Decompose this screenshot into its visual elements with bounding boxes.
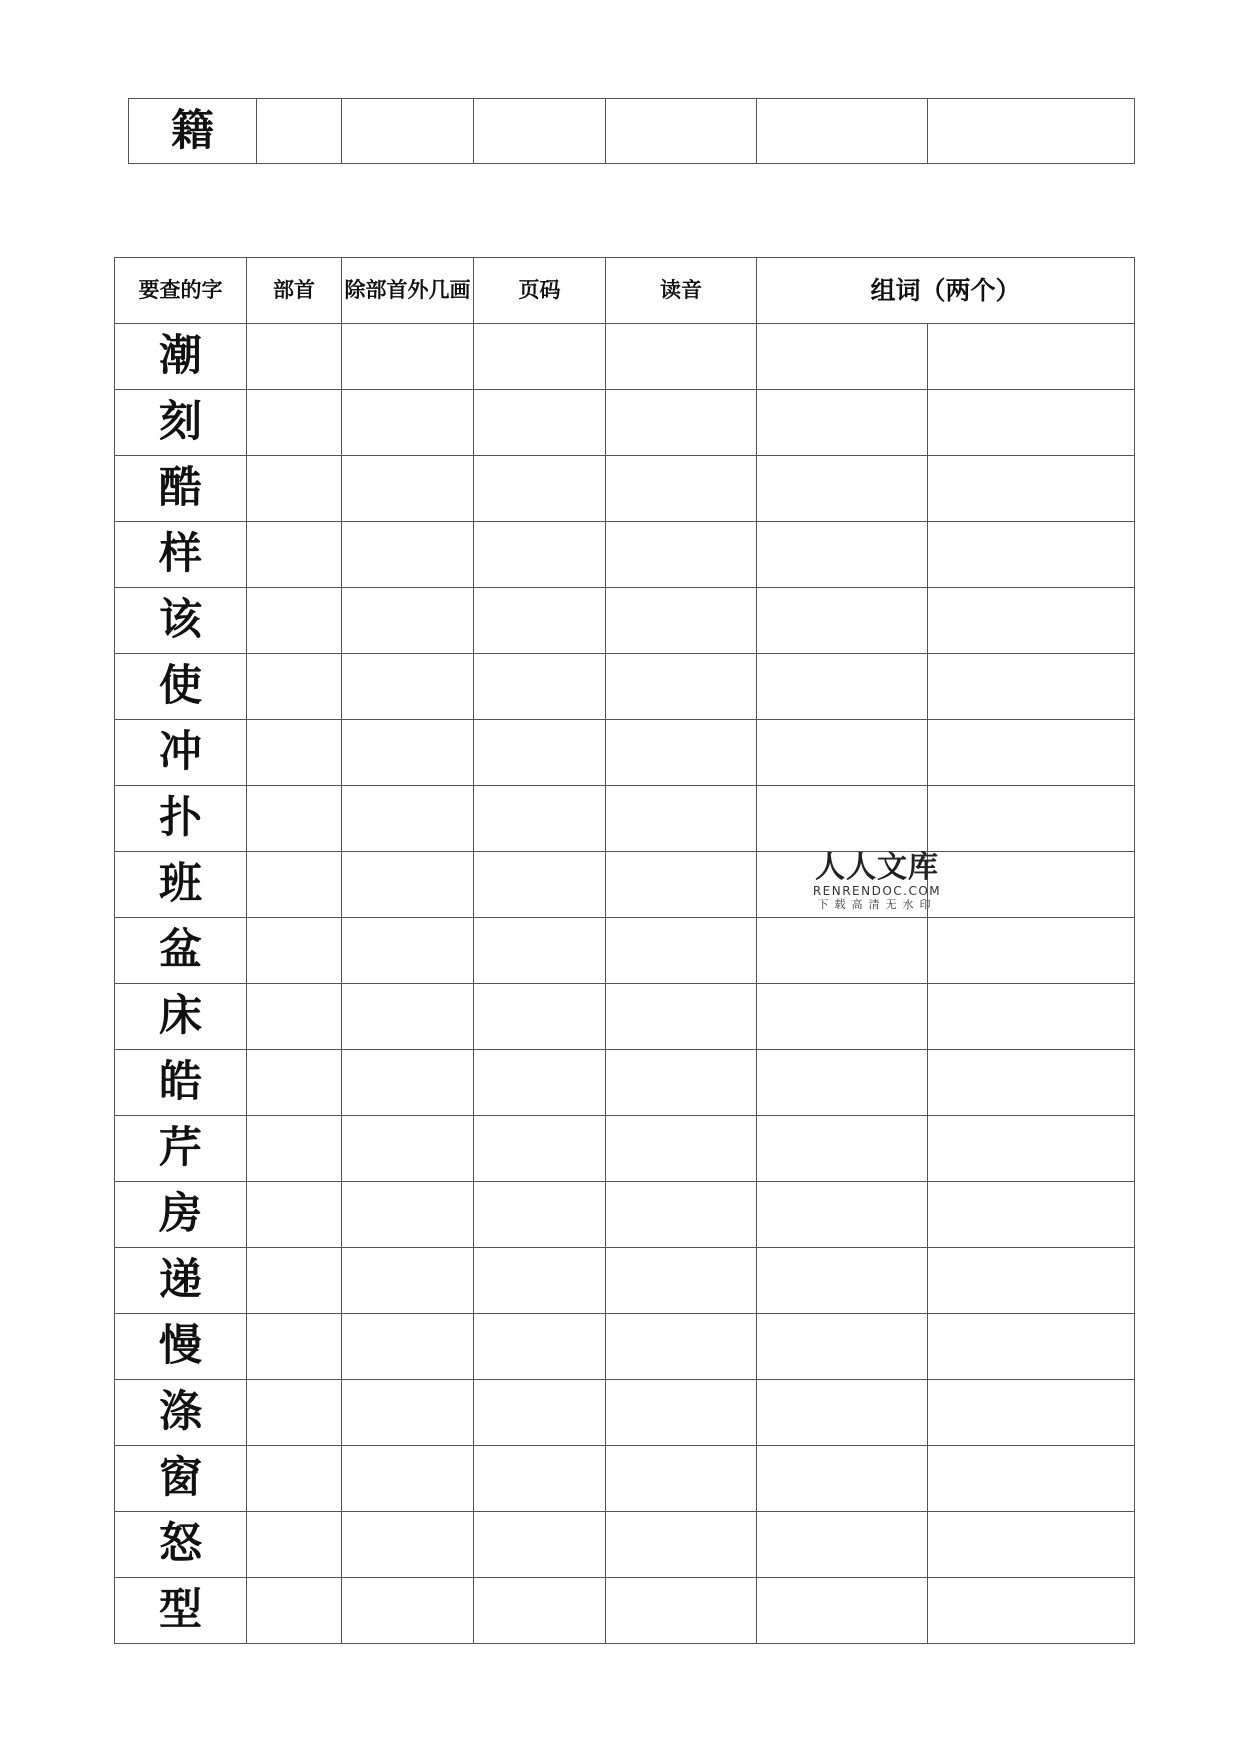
page-cell[interactable] [474,654,606,720]
watermark-title: 人人文库 [815,850,939,885]
table-row [115,1446,1135,1512]
table-row [115,1248,1135,1314]
radical-cell[interactable] [247,918,342,984]
table-row [115,786,1135,852]
radical-cell[interactable] [247,1182,342,1248]
page-cell[interactable] [474,984,606,1050]
char-text: 涤 [159,1387,202,1437]
char-cell [115,390,247,456]
char-text: 怒 [159,1519,202,1569]
strokes-cell[interactable] [342,1446,474,1512]
table-row [115,1578,1135,1644]
char-cell [115,1050,247,1116]
strokes-cell[interactable] [342,99,474,164]
table-row [115,720,1135,786]
char-text: 该 [159,595,202,645]
strokes-cell[interactable] [342,852,474,918]
strokes-cell[interactable] [342,1314,474,1380]
radical-cell[interactable] [247,654,342,720]
reading-cell[interactable] [606,1512,757,1578]
reading-cell[interactable] [606,786,757,852]
word1-cell[interactable] [757,390,928,456]
char-text: 冲 [159,727,202,777]
word1-cell[interactable] [757,1380,928,1446]
header-words: 组词（两个） [757,258,1135,324]
char-cell [115,984,247,1050]
word2-cell[interactable] [928,1512,1135,1578]
header-page: 页码 [474,258,606,324]
reading-cell[interactable] [606,1050,757,1116]
header-radical: 部首 [247,258,342,324]
char-cell [115,1182,247,1248]
char-text: 窗 [159,1453,202,1503]
radical-cell[interactable] [257,99,342,164]
page-cell[interactable] [474,918,606,984]
reading-cell[interactable] [606,588,757,654]
char-cell [115,654,247,720]
strokes-cell[interactable] [342,1182,474,1248]
char-cell [115,1512,247,1578]
char-cell [115,1446,247,1512]
page-cell[interactable] [474,522,606,588]
char-text: 慢 [159,1321,202,1371]
table-row [115,1182,1135,1248]
header-char: 要查的字 [115,258,247,324]
reading-cell[interactable] [606,1314,757,1380]
word1-cell[interactable] [757,786,928,852]
table-row [115,522,1135,588]
reading-cell[interactable] [606,99,757,164]
word2-cell[interactable] [928,99,1135,164]
reading-cell[interactable] [606,918,757,984]
word1-cell[interactable] [757,984,928,1050]
radical-cell[interactable] [247,1050,342,1116]
word1-cell[interactable] [757,1314,928,1380]
word1-cell[interactable] [757,1182,928,1248]
watermark-logo [812,852,942,911]
radical-cell[interactable] [247,720,342,786]
radical-cell[interactable] [247,456,342,522]
page-cell[interactable] [474,720,606,786]
radical-cell[interactable] [247,324,342,390]
strokes-cell[interactable] [342,588,474,654]
char-text: 潮 [159,331,202,381]
char-text: 样 [159,529,202,579]
reading-cell[interactable] [606,720,757,786]
page-cell[interactable] [474,324,606,390]
reading-cell[interactable] [606,984,757,1050]
table-row [115,1050,1135,1116]
page-cell[interactable] [474,1314,606,1380]
char-cell [115,918,247,984]
word1-cell[interactable] [757,654,928,720]
char-text: 房 [159,1189,202,1239]
strokes-cell[interactable] [342,786,474,852]
reading-cell[interactable] [606,852,757,918]
strokes-cell[interactable] [342,984,474,1050]
char-text: 盆 [159,925,202,975]
reading-cell[interactable] [606,390,757,456]
strokes-cell[interactable] [342,324,474,390]
char-text: 芹 [159,1123,202,1173]
word2-cell[interactable] [928,1380,1135,1446]
word2-cell[interactable] [928,324,1135,390]
radical-cell[interactable] [247,1512,342,1578]
char-text: 床 [159,991,202,1041]
radical-cell[interactable] [247,852,342,918]
char-text: 酷 [159,463,202,513]
page-cell[interactable] [474,390,606,456]
char-cell [115,522,247,588]
char-cell [115,1116,247,1182]
watermark-slogan: 下载高清无水印 [817,897,937,911]
reading-cell[interactable] [606,522,757,588]
char-text: 皓 [159,1057,202,1107]
table-row [115,588,1135,654]
word1-cell[interactable] [757,1446,928,1512]
strokes-cell[interactable] [342,1116,474,1182]
word1-cell[interactable] [757,1578,928,1644]
table-row [115,918,1135,984]
word1-cell[interactable] [757,918,928,984]
radical-cell[interactable] [247,588,342,654]
word1-cell[interactable] [757,456,928,522]
page-cell[interactable] [474,99,606,164]
char-cell [115,720,247,786]
word2-cell[interactable] [928,918,1135,984]
word2-cell[interactable] [928,1446,1135,1512]
char-text: 刻 [159,397,202,447]
char-cell [115,852,247,918]
word1-cell[interactable] [757,1050,928,1116]
word2-cell[interactable] [928,852,1135,918]
word2-cell[interactable] [928,1182,1135,1248]
char-cell [129,99,257,164]
table-row [115,1116,1135,1182]
table-row [129,99,1135,164]
word2-cell[interactable] [928,1248,1135,1314]
char-cell [115,1578,247,1644]
word1-cell[interactable] [757,1248,928,1314]
strokes-cell[interactable] [342,522,474,588]
word1-cell[interactable] [757,522,928,588]
reading-cell[interactable] [606,1182,757,1248]
word2-cell[interactable] [928,588,1135,654]
radical-cell[interactable] [247,1116,342,1182]
table-row [115,390,1135,456]
page-cell[interactable] [474,1578,606,1644]
radical-cell[interactable] [247,1314,342,1380]
page-cell[interactable] [474,786,606,852]
table-row [115,984,1135,1050]
word2-cell[interactable] [928,390,1135,456]
radical-cell[interactable] [247,1446,342,1512]
reading-cell[interactable] [606,1248,757,1314]
header-row [115,258,1135,324]
page-cell[interactable] [474,1116,606,1182]
char-cell [115,588,247,654]
word1-cell[interactable] [757,1116,928,1182]
table-row [115,456,1135,522]
reading-cell[interactable] [606,456,757,522]
word2-cell[interactable] [928,456,1135,522]
word1-cell[interactable] [757,1512,928,1578]
word2-cell[interactable] [928,786,1135,852]
word2-cell[interactable] [928,654,1135,720]
watermark-site: RENRENDOC.COM [812,883,942,898]
char-text: 递 [159,1255,202,1305]
reading-cell[interactable] [606,1446,757,1512]
reading-cell[interactable] [606,1116,757,1182]
reading-cell[interactable] [606,654,757,720]
word1-cell[interactable] [757,720,928,786]
table-row [115,852,1135,918]
char-cell [115,324,247,390]
word1-cell[interactable] [757,324,928,390]
radical-cell[interactable] [247,1578,342,1644]
radical-cell[interactable] [247,390,342,456]
radical-cell[interactable] [247,522,342,588]
strokes-cell[interactable] [342,1380,474,1446]
word2-cell[interactable] [928,1116,1135,1182]
radical-cell[interactable] [247,1248,342,1314]
header-strokes: 除部首外几画 [342,258,474,324]
char-text: 籍 [171,105,214,156]
strokes-cell[interactable] [342,918,474,984]
reading-cell[interactable] [606,1380,757,1446]
char-text: 班 [159,859,202,909]
char-cell [115,1314,247,1380]
character-lookup-table [114,257,1135,1644]
word2-cell[interactable] [928,1050,1135,1116]
strokes-cell[interactable] [342,1050,474,1116]
reading-cell[interactable] [606,1578,757,1644]
table-row [115,1380,1135,1446]
strokes-cell[interactable] [342,1248,474,1314]
page-cell[interactable] [474,1182,606,1248]
strokes-cell[interactable] [342,390,474,456]
strokes-cell[interactable] [342,1512,474,1578]
strokes-cell[interactable] [342,456,474,522]
strokes-cell[interactable] [342,654,474,720]
radical-cell[interactable] [247,984,342,1050]
page-cell[interactable] [474,1380,606,1446]
page-cell[interactable] [474,1050,606,1116]
char-cell [115,786,247,852]
char-text: 扑 [159,793,202,843]
char-cell [115,456,247,522]
char-text: 型 [159,1585,202,1635]
page-cell[interactable] [474,1512,606,1578]
reading-cell[interactable] [606,324,757,390]
table-row [115,324,1135,390]
page-cell[interactable] [474,1248,606,1314]
char-cell [115,1248,247,1314]
radical-cell[interactable] [247,1380,342,1446]
word1-cell[interactable] [757,99,928,164]
word2-cell[interactable] [928,1578,1135,1644]
table-row [115,1314,1135,1380]
strokes-cell[interactable] [342,1578,474,1644]
page-cell[interactable] [474,456,606,522]
page-cell[interactable] [474,588,606,654]
table-row [115,1512,1135,1578]
strokes-cell[interactable] [342,720,474,786]
word2-cell[interactable] [928,1314,1135,1380]
word2-cell[interactable] [928,720,1135,786]
page-cell[interactable] [474,852,606,918]
char-cell [115,1380,247,1446]
table-row [115,654,1135,720]
header-reading: 读音 [606,258,757,324]
char-text: 使 [159,661,202,711]
page-cell[interactable] [474,1446,606,1512]
top-table [128,98,1135,164]
word2-cell[interactable] [928,522,1135,588]
radical-cell[interactable] [247,786,342,852]
word2-cell[interactable] [928,984,1135,1050]
word1-cell[interactable] [757,588,928,654]
